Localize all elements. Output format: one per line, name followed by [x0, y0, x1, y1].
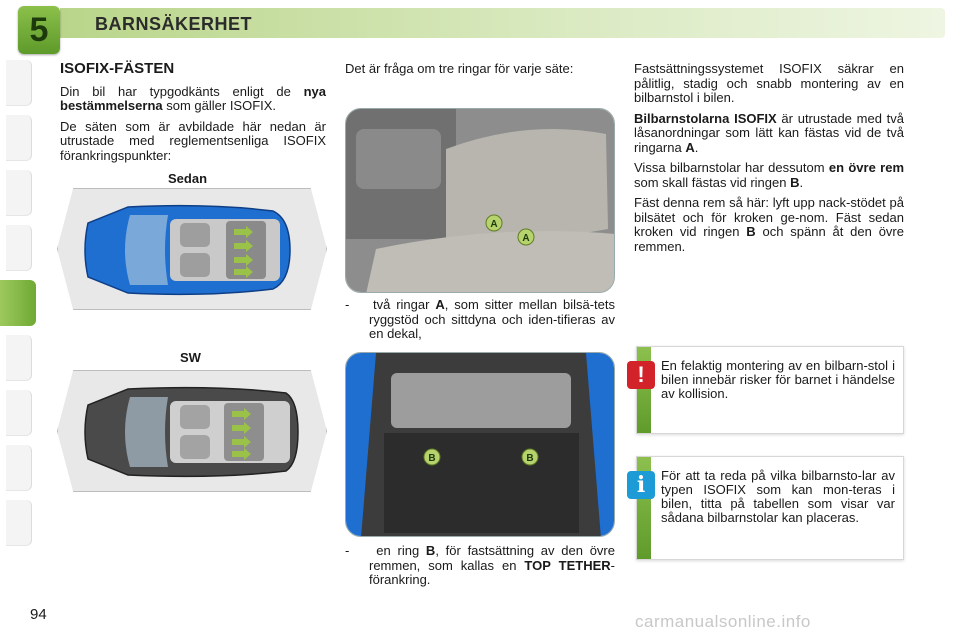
warning-note — [636, 346, 904, 434]
sedan-diagram-frame — [57, 188, 327, 310]
warning-icon: ! — [627, 361, 655, 389]
paragraph-isofix-seats: Bilbarnstolarna ISOFIX är utrustade med två låsanordningar som lätt kan fästas vid de två ringarna A. — [634, 110, 904, 155]
paragraph-top-strap: Vissa bilbarnstolar har dessutom en övre rem som skall fästas vid ringen B. — [634, 160, 905, 190]
chapter-tab-3[interactable] — [6, 170, 32, 216]
warning-text: En felaktig montering av en bilbarn-stol i bilen innebär risker för barnet i händelse av kollision. — [661, 358, 895, 401]
watermark: carmanualsonline.info — [635, 612, 811, 631]
chapter-tab-8[interactable] — [6, 445, 32, 491]
paragraph-intro: Din bil har typgodkänts enligt de nya bestämmelserna som gäller ISOFIX. — [60, 83, 326, 113]
chapter-tab-1[interactable] — [6, 60, 32, 106]
chapter-tab-7[interactable] — [6, 390, 32, 436]
header-bar — [0, 0, 960, 49]
sw-label: SW — [180, 350, 201, 365]
paragraph-isofix-system: Fastsättningssystemet ISOFIX säkrar en pålitlig, stadig och snabb montering av en bilbarnstol i bilen. — [634, 61, 904, 105]
chapter-tab-9[interactable] — [6, 500, 32, 546]
paragraph-rings-intro: Det är fråga om tre ringar för varje säte: — [345, 61, 574, 76]
column-right — [634, 62, 904, 260]
trunk-image — [346, 353, 615, 537]
ring-a-label-1: A — [490, 219, 498, 230]
info-text: För att ta reda på vilka bilbarnsto-lar av typen ISOFIX som kan mon-teras i bilen, titta på tabellen som visar var sådana bilbarnstolar kan placeras. — [661, 468, 895, 525]
sw-diagram-frame — [57, 370, 327, 492]
trunk-photo — [345, 352, 615, 537]
column-middle — [345, 62, 615, 83]
sw-top-view-image — [58, 371, 328, 493]
chapter-tab-5-active[interactable] — [0, 280, 36, 326]
ring-b-label-1: B — [428, 453, 436, 464]
page-number: 94 — [30, 606, 47, 623]
ring-b-label-2: B — [526, 453, 534, 464]
column-left — [60, 62, 326, 169]
section-title: ISOFIX-FÄSTEN — [60, 60, 175, 77]
chapter-tab-4[interactable] — [6, 225, 32, 271]
sedan-top-view-image — [58, 189, 328, 311]
rear-seat-image — [346, 109, 615, 293]
info-note — [636, 456, 904, 560]
chapter-tab-2[interactable] — [6, 115, 32, 161]
sedan-label: Sedan — [168, 171, 208, 186]
info-icon: i — [627, 471, 655, 499]
chapter-badge — [18, 6, 60, 54]
ring-a-label-2: A — [522, 233, 530, 244]
chapter-tab-6[interactable] — [6, 335, 32, 381]
rear-seat-photo — [345, 108, 615, 293]
bullet-ring-b: - en ring B, för fastsättning av den övre remmen, som kallas en TOP TETHER-förankring. — [345, 543, 615, 587]
chapter-number: 5 — [29, 10, 49, 49]
paragraph-seats: De säten som är avbildade här nedan är utrustade med reglementsenliga ISOFIX förankringspunkter: — [60, 118, 326, 163]
paragraph-strap-instructions: Fäst denna rem så här: lyft upp nack-stödet på bilsätet och för kroken ge-nom. Fäst sedan kroken vid ringen B och spänn åt den övre remmen. — [634, 195, 904, 254]
chapter-tabs — [0, 60, 34, 580]
bullet-ring-a: - två ringar A, som sitter mellan bilsä-tets ryggstöd och sittdyna och iden-tifieras av en dekal, — [345, 297, 616, 341]
page-title: BARNSÄKERHET — [95, 14, 253, 34]
